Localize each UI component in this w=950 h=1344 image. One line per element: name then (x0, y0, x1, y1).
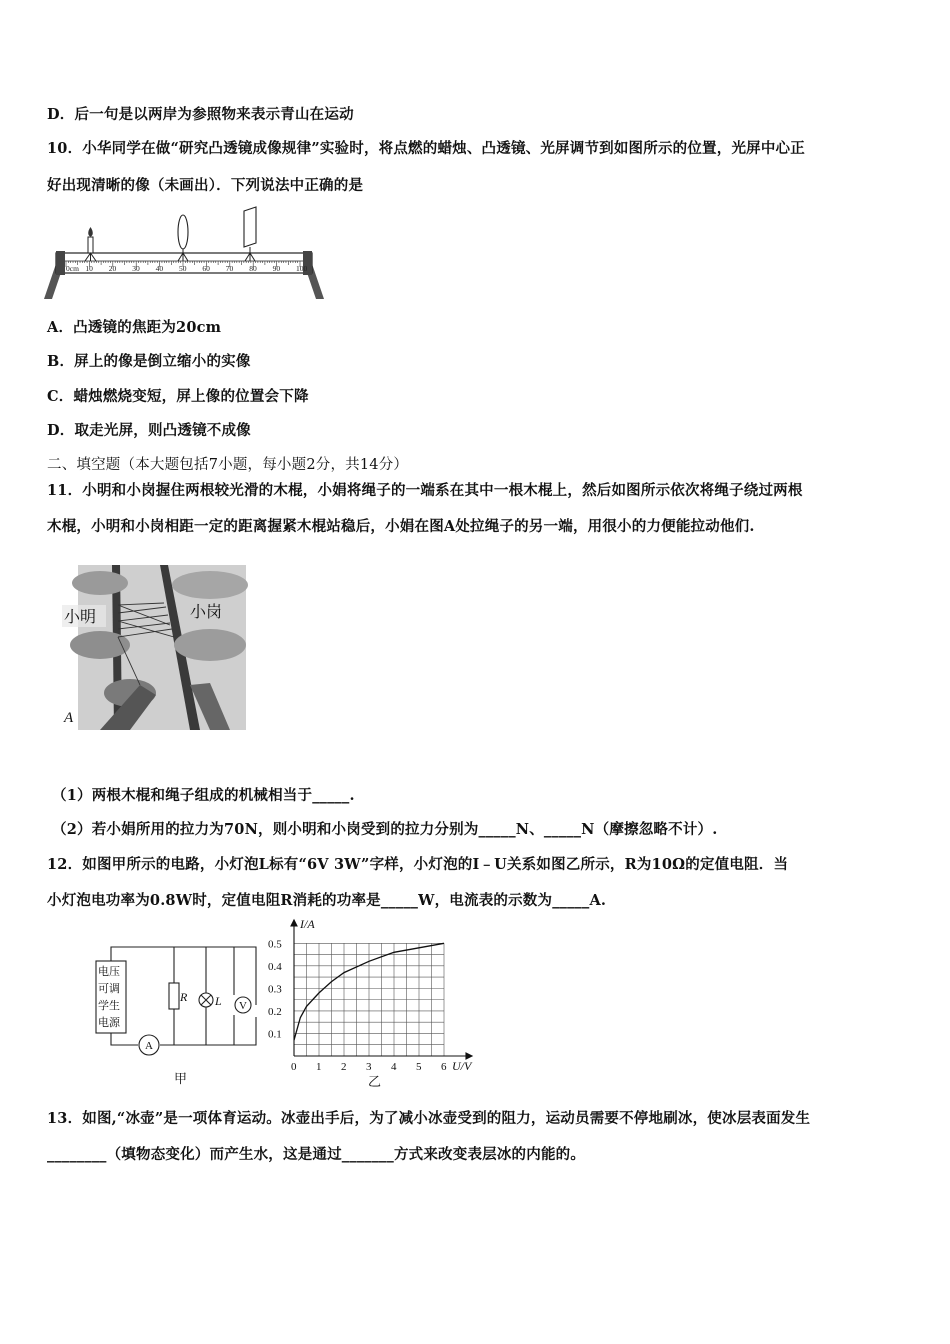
x-tick-label: 0 (291, 1061, 297, 1073)
bench-tick-label: 20 (108, 264, 117, 273)
resistor-label: R (180, 990, 188, 1004)
bench-tick-label: 40 (155, 264, 164, 273)
q9-option-d: D．后一句是以两岸为参照物来表示青山在运动 (47, 106, 354, 123)
bench-tick-label: 90 (272, 264, 281, 273)
label-point-a: A (64, 710, 74, 726)
q13-stem-line2: ________（填物态变化）而产生水，这是通过_______方式来改变表层冰的内能的。 (47, 1146, 586, 1163)
q13-stem-line1: 13．如图,“冰壶”是一项体育运动。冰壶出手后，为了减小冰壶受到的阻力，运动员需要不停地刷冰，使冰层表面发生 (47, 1110, 811, 1127)
bench-unit-label: 0cm (66, 264, 79, 273)
bench-tick-label: 70 (225, 264, 234, 273)
q10-option-b: B．屏上的像是倒立缩小的实像 (47, 353, 251, 370)
q10-stem-line1: 10．小华同学在做“研究凸透镜成像规律”实验时，将点燃的蜡烛、凸透镜、光屏调节到如图所示的位置，光屏中心正 (47, 140, 805, 157)
q12-stem-line1: 12．如图甲所示的电路，小灯泡L标有“6V 3W”字样，小灯泡的I﹣U关系如图乙所示，R为10Ω的定值电阻．当 (47, 856, 789, 873)
bench-tick-label: 30 (132, 264, 140, 273)
q10-stem-line2: 好出现清晰的像（未画出）．下列说法中正确的是 (47, 177, 364, 194)
x-tick-label: 6 (441, 1061, 447, 1073)
source-label-3: 学生 (98, 999, 120, 1012)
y-tick-label: 0.5 (268, 938, 282, 951)
q10-option-c: C．蜡烛燃烧变短，屏上像的位置会下降 (47, 388, 309, 405)
chart-grid (294, 943, 444, 1056)
bench-tick-label: 60 (202, 264, 210, 273)
x-tick-label: 1 (316, 1061, 322, 1073)
q10-option-a: A．凸透镜的焦距为20cm (47, 319, 222, 336)
ammeter-label: A (145, 1040, 153, 1052)
circuit-caption: 甲 (174, 1072, 188, 1087)
source-label-4: 电源 (98, 1016, 120, 1029)
source-label-1: 电压 (98, 965, 120, 978)
q11-part2: （2）若小娟所用的拉力为70N，则小明和小岗受到的拉力分别为_____N、_____N（摩擦忽略不计）. (52, 821, 718, 838)
q10-option-d: D．取走光屏，则凸透镜不成像 (47, 422, 251, 439)
q12-stem-line2: 小灯泡电功率为0.8W时，定值电阻R消耗的功率是_____W，电流表的示数为_____A. (47, 892, 607, 909)
x-axis-label: U/V (452, 1059, 472, 1073)
bench-tick-label: 50 (179, 264, 187, 273)
bench-tick-label: 100 (296, 264, 308, 273)
voltmeter-label: V (239, 1000, 247, 1012)
lamp-label: L (215, 994, 222, 1008)
label-xiaogang: 小岗 (190, 602, 223, 621)
y-tick-label: 0.4 (268, 960, 282, 973)
chart-caption: 乙 (368, 1075, 382, 1090)
y-tick-label: 0.3 (268, 983, 282, 996)
x-tick-label: 4 (391, 1061, 397, 1073)
y-axis-label: I/A (300, 917, 315, 931)
circuit-diagram-jia (88, 935, 268, 1090)
q11-stem-line1: 11．小明和小岗握住两根较光滑的木棍，小娟将绳子的一端系在其中一根木棍上，然后如图所示依次将绳子绕过两根 (47, 482, 803, 499)
rope-sticks-photo (60, 565, 250, 730)
q11-stem-line2: 木棍，小明和小岗相距一定的距离握紧木棍站稳后，小娟在图A处拉绳子的另一端，用很小的力便能拉动他们. (47, 518, 755, 535)
bench-tick-label: 10 (85, 264, 93, 273)
section-2-heading: 二、填空题（本大题包括7小题，每小题2分，共14分） (47, 457, 409, 473)
source-label-2: 可调 (98, 982, 120, 995)
x-tick-label: 5 (416, 1061, 422, 1073)
x-tick-label: 3 (366, 1061, 372, 1073)
bench-tick-label: 80 (249, 264, 257, 273)
x-tick-label: 2 (341, 1061, 347, 1073)
y-tick-label: 0.1 (268, 1028, 282, 1041)
y-axis-arrow (291, 920, 297, 926)
y-tick-label: 0.2 (268, 1005, 282, 1018)
iu-chart-yi (266, 914, 496, 1090)
optical-bench-figure (44, 203, 324, 303)
q11-part1: （1）两根木棍和绳子组成的机械相当于_____. (52, 787, 355, 804)
label-xiaoming: 小明 (64, 607, 97, 626)
